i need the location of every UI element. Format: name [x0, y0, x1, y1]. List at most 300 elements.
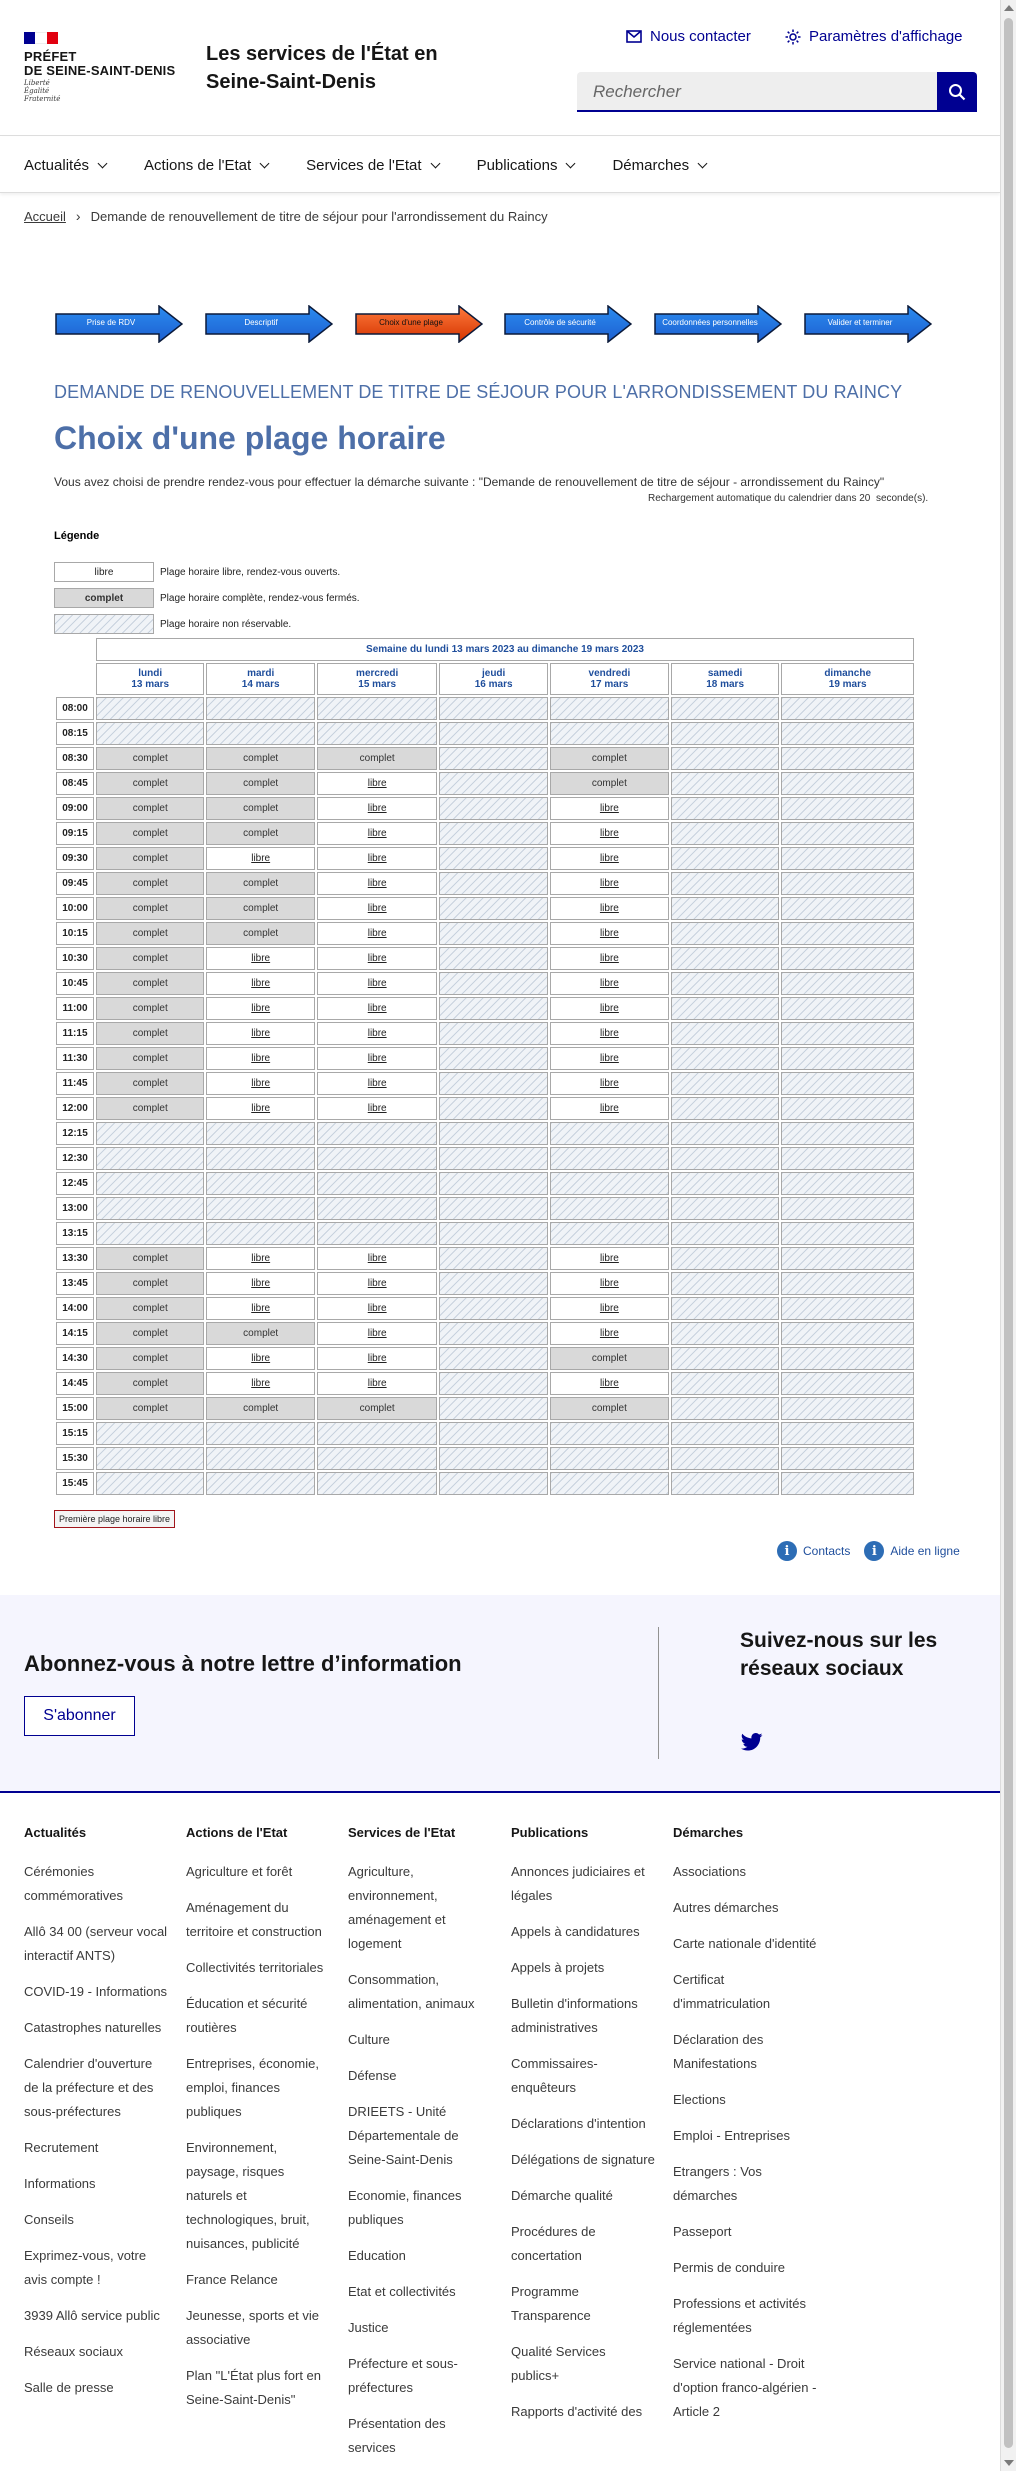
- online-help-link[interactable]: [864, 1541, 959, 1561]
- slot-unavailable: [781, 1047, 914, 1070]
- slot-unavailable: [96, 1222, 204, 1245]
- brand-line-2: DE SEINE-SAINT-DENIS: [24, 63, 176, 78]
- day-header: [781, 663, 914, 695]
- slot-free-link[interactable]: libre: [367, 778, 387, 789]
- slot-free[interactable]: [206, 972, 314, 995]
- slot-free[interactable]: [317, 922, 438, 945]
- slot-unavailable: [671, 697, 779, 720]
- footer-link[interactable]: Déclaration des Manifestations: [673, 2032, 764, 2071]
- day-name: dimanche: [824, 668, 872, 679]
- day-header: [550, 663, 669, 695]
- slot-full: complet: [96, 1372, 204, 1395]
- slot-unavailable: [439, 872, 547, 895]
- footer-link[interactable]: Consommation, alimentation, animaux: [348, 1972, 475, 2011]
- slot-free-link[interactable]: libre: [599, 1103, 619, 1114]
- slot-free-link[interactable]: libre: [599, 878, 619, 889]
- footer-link[interactable]: Appels à candidatures: [511, 1924, 640, 1939]
- slot-free-link[interactable]: libre: [599, 853, 619, 864]
- slot-free-link[interactable]: libre: [367, 978, 387, 989]
- slot-free-link[interactable]: libre: [251, 953, 271, 964]
- footer-link[interactable]: Calendrier d'ouverture de la préfecture et des sous-préfectures: [24, 2056, 154, 2119]
- display-settings-button[interactable]: [785, 28, 963, 45]
- day-header: [206, 663, 314, 695]
- slot-row: [56, 772, 914, 795]
- slot-free-link[interactable]: libre: [367, 1003, 387, 1014]
- slot-free[interactable]: [550, 972, 669, 995]
- slot-time: 11:45: [56, 1072, 94, 1095]
- slot-free-link[interactable]: libre: [367, 1353, 387, 1364]
- slot-free[interactable]: [550, 1097, 669, 1120]
- slot-free-link[interactable]: libre: [599, 828, 619, 839]
- slot-unavailable: [317, 1472, 438, 1495]
- slot-unavailable: [781, 1247, 914, 1270]
- slot-free-link[interactable]: libre: [367, 1303, 387, 1314]
- footer-link[interactable]: Cérémonies commémoratives: [24, 1864, 123, 1903]
- slot-row: [56, 872, 914, 895]
- slot-free[interactable]: [550, 947, 669, 970]
- slot-free[interactable]: [550, 1322, 669, 1345]
- reload-suffix: seconde(s).: [875, 493, 929, 504]
- footer-link[interactable]: Qualité Services publics+: [511, 2344, 606, 2383]
- slot-row: [56, 1222, 914, 1245]
- slot-row: [56, 1297, 914, 1320]
- contacts-label: Contacts: [803, 1544, 851, 1558]
- slot-unavailable: [671, 747, 779, 770]
- slot-unavailable: [671, 1097, 779, 1120]
- slot-row: [56, 1172, 914, 1195]
- footer-link[interactable]: Démarche qualité: [511, 2188, 613, 2203]
- slot-full: complet: [96, 797, 204, 820]
- slot-free-link[interactable]: libre: [251, 853, 271, 864]
- footer-link[interactable]: Agriculture, environnement, aménagement et logement: [348, 1864, 446, 1951]
- slot-free[interactable]: [317, 797, 438, 820]
- slot-unavailable: [781, 797, 914, 820]
- slot-time: 13:30: [56, 1247, 94, 1270]
- footer-link[interactable]: Etrangers : Vos démarches: [673, 2164, 762, 2203]
- footer-link[interactable]: Collectivités territoriales: [186, 1960, 324, 1975]
- slot-free[interactable]: [206, 1372, 314, 1395]
- footer-links: [186, 1860, 331, 2412]
- scrollbar-thumb[interactable]: [1004, 18, 1013, 2448]
- slot-free[interactable]: [317, 1022, 438, 1045]
- social-title: Suivez-nous sur les réseaux sociaux: [740, 1629, 938, 1680]
- day-name: vendredi: [588, 668, 631, 679]
- slot-full: complet: [96, 1247, 204, 1270]
- slot-free-link[interactable]: libre: [367, 1028, 387, 1039]
- footer-links: [673, 1860, 818, 2424]
- day-header: [671, 663, 779, 695]
- slot-time: 14:45: [56, 1372, 94, 1395]
- contact-label: Nous contacter: [650, 28, 751, 45]
- footer-link[interactable]: Appels à projets: [511, 1960, 605, 1975]
- footer-link[interactable]: Allô 34 00 (serveur vocal interactif ANTS): [24, 1924, 168, 1963]
- slot-free-link[interactable]: libre: [251, 1253, 271, 1264]
- slot-free[interactable]: [317, 1297, 438, 1320]
- day-date: 14 mars: [241, 679, 280, 690]
- slot-time: 13:45: [56, 1272, 94, 1295]
- slot-free-link[interactable]: libre: [599, 1278, 619, 1289]
- slot-free-link[interactable]: libre: [599, 1303, 619, 1314]
- contact-link[interactable]: [626, 28, 751, 45]
- slot-free[interactable]: [550, 1022, 669, 1045]
- slot-row: [56, 1247, 914, 1270]
- slot-free[interactable]: [206, 1347, 314, 1370]
- footer-link[interactable]: Présentation des services: [348, 2416, 446, 2455]
- step-2: [205, 305, 333, 343]
- slot-unavailable: [439, 1072, 547, 1095]
- chevron-down-icon: [98, 158, 108, 168]
- slot-free-link[interactable]: libre: [367, 1328, 387, 1339]
- slot-free-link[interactable]: libre: [251, 1053, 271, 1064]
- slot-free-link[interactable]: libre: [367, 1053, 387, 1064]
- slot-free[interactable]: [317, 772, 438, 795]
- slot-free[interactable]: [317, 1322, 438, 1345]
- legend-closed: [54, 614, 291, 634]
- slot-free[interactable]: [550, 922, 669, 945]
- slot-free-link[interactable]: libre: [367, 1078, 387, 1089]
- slot-unavailable: [781, 1147, 914, 1170]
- slot-row: [56, 1022, 914, 1045]
- footer-link[interactable]: Conseils: [24, 2212, 74, 2227]
- legend-free-box: libre: [54, 562, 154, 582]
- scroll-down-arrow-icon[interactable]: [1004, 2460, 1014, 2466]
- slot-unavailable: [781, 772, 914, 795]
- footer-column-title: Services de l'Etat: [348, 1825, 456, 1840]
- slot-unavailable: [439, 722, 547, 745]
- slot-free[interactable]: [550, 1047, 669, 1070]
- slot-free[interactable]: [317, 1247, 438, 1270]
- slot-full: complet: [96, 1297, 204, 1320]
- slot-free-link[interactable]: libre: [367, 1378, 387, 1389]
- slot-unavailable: [206, 1122, 314, 1145]
- slot-full: complet: [96, 1022, 204, 1045]
- slot-full: complet: [550, 747, 669, 770]
- slot-free[interactable]: [550, 847, 669, 870]
- slot-free[interactable]: [317, 897, 438, 920]
- slot-free[interactable]: [550, 797, 669, 820]
- slot-free[interactable]: [206, 1097, 314, 1120]
- breadcrumb-current: Demande de renouvellement de titre de séjour pour l'arrondissement du Raincy: [90, 208, 548, 224]
- slot-free[interactable]: [550, 1272, 669, 1295]
- slot-free-link[interactable]: libre: [251, 1078, 271, 1089]
- footer-link[interactable]: Rapports d'activité des: [511, 2404, 643, 2419]
- footer-link[interactable]: Informations: [24, 2176, 96, 2191]
- footer-link[interactable]: Agriculture et forêt: [186, 1864, 293, 1879]
- footer-link[interactable]: Entreprises, économie, emploi, finances publiques: [186, 2056, 319, 2119]
- slot-free-link[interactable]: libre: [251, 1278, 271, 1289]
- slot-free-link[interactable]: libre: [599, 978, 619, 989]
- slot-unavailable: [781, 1347, 914, 1370]
- slot-free-link[interactable]: libre: [367, 803, 387, 814]
- schedule-body: [56, 697, 914, 1495]
- slot-free-link[interactable]: libre: [251, 1028, 271, 1039]
- slot-free-link[interactable]: libre: [251, 1378, 271, 1389]
- footer-link[interactable]: Aménagement du territoire et construction: [186, 1900, 322, 1939]
- slot-unavailable: [781, 697, 914, 720]
- slot-unavailable: [439, 1297, 547, 1320]
- footer-link[interactable]: Emploi - Entreprises: [673, 2128, 791, 2143]
- footer-links: [511, 1860, 656, 2424]
- slot-unavailable: [439, 1172, 547, 1195]
- subscribe-button[interactable]: S'abonner: [24, 1696, 135, 1736]
- slot-free[interactable]: [317, 1047, 438, 1070]
- slot-row: [56, 1072, 914, 1095]
- slot-free[interactable]: [317, 972, 438, 995]
- slot-free[interactable]: [317, 1072, 438, 1095]
- nav-item-actualites[interactable]: [24, 157, 106, 174]
- online-help-label: Aide en ligne: [890, 1544, 960, 1558]
- footer-link[interactable]: 3939 Allô service public: [24, 2308, 160, 2323]
- slot-free-link[interactable]: libre: [599, 903, 619, 914]
- slot-free-link[interactable]: libre: [367, 928, 387, 939]
- slot-free[interactable]: [317, 872, 438, 895]
- slot-free[interactable]: [550, 897, 669, 920]
- slot-free[interactable]: [206, 847, 314, 870]
- slot-free-link[interactable]: libre: [599, 928, 619, 939]
- slot-time: 11:30: [56, 1047, 94, 1070]
- footer-column: [348, 1825, 493, 2471]
- slot-free-link[interactable]: libre: [251, 978, 271, 989]
- info-icon: i: [864, 1541, 884, 1561]
- footer-link[interactable]: Service national - Droit d'option franco-algérien - Article 2: [673, 2356, 817, 2419]
- slot-free-link[interactable]: libre: [367, 853, 387, 864]
- breadcrumb-home[interactable]: Accueil: [24, 208, 66, 224]
- footer-link[interactable]: Catastrophes naturelles: [24, 2020, 162, 2035]
- search-button[interactable]: [937, 72, 977, 112]
- footer-link[interactable]: Education: [348, 2248, 406, 2263]
- intro-text: Vous avez choisi de prendre rendez-vous pour effectuer la démarche suivante : "Demande de renouvellement de titre de séjour - arrondissement du Raincy": [54, 475, 885, 489]
- slot-free[interactable]: [206, 1272, 314, 1295]
- footer-link[interactable]: Associations: [673, 1864, 746, 1879]
- main-navigation: [0, 137, 1000, 193]
- footer-link[interactable]: Autres démarches: [673, 1900, 779, 1915]
- footer-link[interactable]: COVID-19 - Informations: [24, 1984, 168, 1999]
- slot-time: 15:15: [56, 1422, 94, 1445]
- slot-free-link[interactable]: libre: [251, 1003, 271, 1014]
- footer-column-title: Actualités: [24, 1825, 87, 1840]
- chevron-down-icon: [430, 158, 440, 168]
- slot-row: [56, 1422, 914, 1445]
- slot-free-link[interactable]: libre: [251, 1353, 271, 1364]
- slot-free-link[interactable]: libre: [251, 1303, 271, 1314]
- slot-unavailable: [781, 1422, 914, 1445]
- slot-free-link[interactable]: libre: [367, 1278, 387, 1289]
- slot-time: 15:30: [56, 1447, 94, 1470]
- slot-free[interactable]: [317, 1097, 438, 1120]
- footer-link[interactable]: Éducation et sécurité routières: [186, 1996, 308, 2035]
- slot-unavailable: [781, 947, 914, 970]
- slot-free[interactable]: [206, 997, 314, 1020]
- slot-free-link[interactable]: libre: [599, 1028, 619, 1039]
- slot-time: 14:00: [56, 1297, 94, 1320]
- slot-free[interactable]: [317, 822, 438, 845]
- slot-free[interactable]: [550, 1297, 669, 1320]
- chevron-down-icon: [566, 158, 576, 168]
- slot-free-link[interactable]: libre: [599, 1003, 619, 1014]
- slot-unavailable: [206, 1147, 314, 1170]
- slot-free[interactable]: [206, 1022, 314, 1045]
- slot-row: [56, 1447, 914, 1470]
- slot-free-link[interactable]: libre: [367, 903, 387, 914]
- slot-full: complet: [96, 747, 204, 770]
- nav-item-publications[interactable]: [477, 157, 575, 174]
- slot-unavailable: [671, 1072, 779, 1095]
- slot-unavailable: [550, 1122, 669, 1145]
- footer-link[interactable]: Salle de presse: [24, 2380, 114, 2395]
- slot-free[interactable]: [317, 847, 438, 870]
- schedule-table: [54, 636, 916, 1497]
- footer-link[interactable]: Passeport: [673, 2224, 732, 2239]
- slot-unavailable: [206, 1172, 314, 1195]
- slot-row: [56, 897, 914, 920]
- slot-unavailable: [206, 722, 314, 745]
- help-links: [777, 1541, 960, 1561]
- slot-unavailable: [671, 1322, 779, 1345]
- slot-free[interactable]: [550, 1072, 669, 1095]
- footer-link[interactable]: Professions et activités réglementées: [673, 2296, 806, 2335]
- twitter-link[interactable]: [741, 1733, 763, 1756]
- footer-link[interactable]: Procédures de concertation: [511, 2224, 596, 2263]
- day-date: 17 mars: [590, 679, 629, 690]
- slot-unavailable: [206, 1472, 314, 1495]
- slot-free-link[interactable]: libre: [367, 1103, 387, 1114]
- day-header: [96, 663, 204, 695]
- slot-unavailable: [781, 1397, 914, 1420]
- footer-link[interactable]: Jeunesse, sports et vie associative: [186, 2308, 319, 2347]
- slot-free[interactable]: [206, 1297, 314, 1320]
- footer-link[interactable]: Défense: [348, 2068, 397, 2083]
- nav-item-services-etat[interactable]: [306, 157, 438, 174]
- footer-link[interactable]: Annonces judiciaires et légales: [511, 1864, 645, 1903]
- slot-free-link[interactable]: libre: [367, 878, 387, 889]
- slot-unavailable: [781, 1197, 914, 1220]
- footer-link[interactable]: Etat et collectivités: [348, 2284, 456, 2299]
- slot-free-link[interactable]: libre: [251, 1103, 271, 1114]
- slot-free[interactable]: [317, 1372, 438, 1395]
- day-name: mercredi: [356, 668, 399, 679]
- slot-unavailable: [317, 697, 438, 720]
- slot-free-link[interactable]: libre: [599, 1053, 619, 1064]
- footer-link[interactable]: Certificat d'immatriculation: [673, 1972, 771, 2011]
- site-title[interactable]: Les services de l'État en Seine-Saint-Denis: [206, 43, 438, 93]
- slot-unavailable: [671, 847, 779, 870]
- contacts-link[interactable]: [777, 1541, 850, 1561]
- slot-free[interactable]: [317, 997, 438, 1020]
- slot-unavailable: [317, 1197, 438, 1220]
- footer-link[interactable]: Permis de conduire: [673, 2260, 785, 2275]
- footer-link[interactable]: Recrutement: [24, 2140, 99, 2155]
- slot-unavailable: [781, 747, 914, 770]
- footer-link[interactable]: DRIEETS - Unité Départementale de Seine-Saint-Denis: [348, 2104, 459, 2167]
- slot-free[interactable]: [550, 997, 669, 1020]
- slot-free-link[interactable]: libre: [599, 1378, 619, 1389]
- slot-row: [56, 797, 914, 820]
- slot-free[interactable]: [317, 947, 438, 970]
- step-label: Descriptif: [244, 318, 278, 327]
- footer-link[interactable]: Economie, finances publiques: [348, 2188, 462, 2227]
- footer-link[interactable]: Culture: [348, 2032, 390, 2047]
- scroll-up-arrow-icon[interactable]: [1004, 5, 1014, 11]
- slot-time: 13:00: [56, 1197, 94, 1220]
- slot-full: complet: [96, 847, 204, 870]
- footer-link[interactable]: Plan "L'État plus fort en Seine-Saint-Denis": [186, 2368, 322, 2407]
- slot-free-link[interactable]: libre: [599, 1253, 619, 1264]
- footer-link[interactable]: Carte nationale d'identité: [673, 1936, 817, 1951]
- slot-free-link[interactable]: libre: [599, 1078, 619, 1089]
- slot-unavailable: [317, 1422, 438, 1445]
- slot-row: [56, 997, 914, 1020]
- search-input[interactable]: Rechercher: [577, 72, 937, 112]
- slot-free[interactable]: [550, 872, 669, 895]
- nav-label: Actions de l'Etat: [144, 156, 252, 174]
- slot-free-link[interactable]: libre: [599, 803, 619, 814]
- footer-link[interactable]: Environnement, paysage, risques naturels et technologiques, bruit, nuisances, publicité: [186, 2140, 310, 2251]
- footer-links: [348, 1860, 493, 2460]
- slot-free[interactable]: [550, 822, 669, 845]
- slot-free[interactable]: [206, 1247, 314, 1270]
- slot-unavailable: [96, 1147, 204, 1170]
- slot-free-link[interactable]: libre: [367, 828, 387, 839]
- footer-link[interactable]: Délégations de signature: [511, 2152, 655, 2167]
- footer-link[interactable]: Réseaux sociaux: [24, 2344, 123, 2359]
- slot-row: [56, 972, 914, 995]
- slot-unavailable: [439, 847, 547, 870]
- day-header-row: [56, 663, 914, 695]
- slot-free-link[interactable]: libre: [599, 953, 619, 964]
- footer-link[interactable]: Exprimez-vous, votre avis compte !: [24, 2248, 147, 2287]
- footer-link[interactable]: Commissaires-enquêteurs: [511, 2056, 598, 2095]
- brand-name[interactable]: [24, 50, 175, 78]
- footer-column: [24, 1825, 169, 2412]
- nav-item-demarches[interactable]: [612, 157, 706, 174]
- page-title: Choix d'une plage horaire: [54, 420, 446, 456]
- footer-link[interactable]: France Relance: [186, 2272, 278, 2287]
- slot-free[interactable]: [206, 947, 314, 970]
- slot-free-link[interactable]: libre: [367, 953, 387, 964]
- slot-row: [56, 1397, 914, 1420]
- footer-link[interactable]: Préfecture et sous-préfectures: [348, 2356, 458, 2395]
- slot-unavailable: [781, 1072, 914, 1095]
- slot-full: complet: [96, 1347, 204, 1370]
- first-free-slot-button[interactable]: Première plage horaire libre: [54, 1510, 175, 1528]
- slot-free-link[interactable]: libre: [599, 1328, 619, 1339]
- slot-unavailable: [671, 822, 779, 845]
- slot-full: complet: [550, 1347, 669, 1370]
- footer-link[interactable]: Elections: [673, 2092, 726, 2107]
- slot-free[interactable]: [317, 1347, 438, 1370]
- slot-free[interactable]: [550, 1247, 669, 1270]
- slot-full: complet: [206, 797, 314, 820]
- slot-free[interactable]: [206, 1047, 314, 1070]
- nav-item-actions-etat[interactable]: [144, 157, 268, 174]
- slot-free[interactable]: [550, 1372, 669, 1395]
- slot-time: 12:45: [56, 1172, 94, 1195]
- slot-unavailable: [439, 1097, 547, 1120]
- footer-link[interactable]: Justice: [348, 2320, 389, 2335]
- slot-unavailable: [317, 1447, 438, 1470]
- footer-link[interactable]: Déclarations d'intention: [511, 2116, 646, 2131]
- slot-time: 09:15: [56, 822, 94, 845]
- slot-free-link[interactable]: libre: [367, 1253, 387, 1264]
- slot-full: complet: [96, 997, 204, 1020]
- slot-free[interactable]: [206, 1072, 314, 1095]
- slot-full: complet: [96, 972, 204, 995]
- slot-full: complet: [206, 1322, 314, 1345]
- scrollbar[interactable]: [1000, 0, 1016, 2471]
- slot-free[interactable]: [317, 1272, 438, 1295]
- footer-link[interactable]: Programme Transparence: [511, 2284, 591, 2323]
- footer-link[interactable]: Bulletin d'informations administratives: [511, 1996, 638, 2035]
